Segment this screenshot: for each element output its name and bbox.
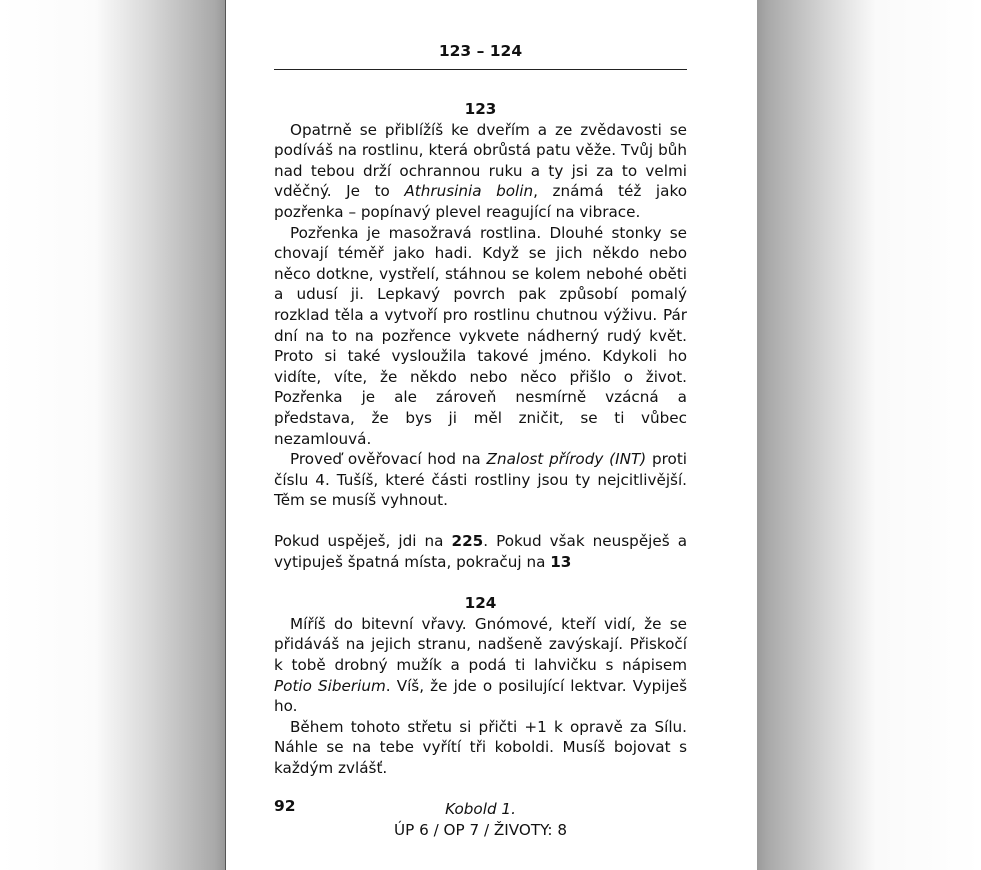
section-124-number: 124: [464, 594, 497, 613]
link-section-225: 225: [451, 532, 484, 551]
section-124-paragraph-1: Míříš do bitevní vřavy. Gnómové, kteří vidí, že se přidáváš na jejich stranu, nadšeně zavýskají. Přiskočí k tobě drobný mužík a podá ti lahvičku s nápisem Potio Siberium. Víš, že jde o posilující lektvar. Vypiješ ho.: [274, 614, 687, 716]
enemy-name: Kobold 1.: [445, 800, 516, 819]
section-123-number: 123: [464, 100, 497, 118]
section-123-paragraph-1: Opatrně se přiblížíš ke dveřím a ze zvědavosti se podíváš na rostlinu, která obrůstá patu věže. Tvůj bůh nad tebou drží ochrannou ruku a ty jsi za to velmi vděčný. Je to Athrusinia bolin, známá též jako pozřenka – popínavý plevel reagující na vibrace.: [274, 120, 687, 221]
section-123-paragraph-3: Proveď ověřovací hod na Znalost přírody (INT) proti číslu 4. Tušíš, které části rostliny jsou ty nejcitlivější. Těm se musíš vyhnout.: [274, 450, 687, 510]
book-page: [225, 0, 757, 870]
left-page-shadow: [0, 0, 225, 870]
section-123-paragraph-2: Pozřenka je masožravá rostlina. Dlouhé stonky se chovají téměř jako hadi. Když se jich někdo nebo něco dotkne, vystřelí, stáhnou se kolem nebohé oběti a udusí ji. Lepkavý povrch pak způsobí pomalý rozklad těla a vytvoří pro rostlinu chutnou výživu. Pár dní na to na pozřence vykvete nádherný rudý květ. Proto si také vysloužila takové jméno. Kdykoli ho vidíte, víte, že někdo nebo něco přišlo o život. Pozřenka je ale zároveň nesmírně vzácná a představa, že bys ji měl zničit, se ti vůbec nezamlouvá.: [274, 223, 687, 448]
page-number: 92: [274, 797, 296, 815]
right-page-shadow: [756, 0, 981, 870]
running-head: 123 – 124: [438, 42, 523, 60]
section-123-outcome: Pokud uspěješ, jdi na 225. Pokud však neuspěješ a vytipuješ špatná místa, pokračuj na 13: [274, 532, 687, 572]
link-section-13: 13: [550, 553, 572, 572]
section-124-paragraph-2: Během tohoto střetu si přičti +1 k opravě za Sílu. Náhle se na tebe vyřítí tři koboldi. Musíš bojovat s každým zvlášť.: [274, 717, 687, 777]
enemy-stats: ÚP 6 / OP 7 / ŽIVOTY: 8: [393, 820, 567, 839]
page-body: [274, 99, 687, 840]
header-rule: [274, 69, 687, 70]
